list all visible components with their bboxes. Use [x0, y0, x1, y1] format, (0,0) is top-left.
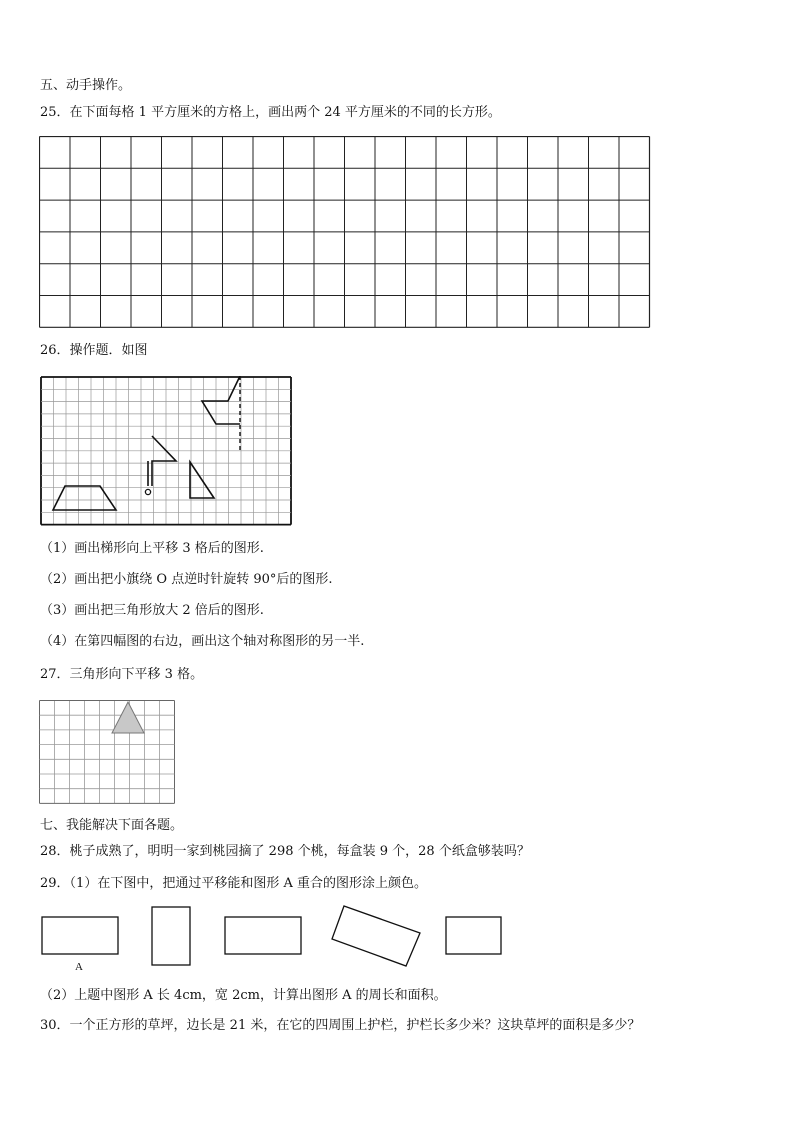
small-rectangle — [446, 917, 501, 954]
point-o — [145, 489, 150, 494]
section-title-5: 五、动手操作。 — [40, 78, 132, 93]
gray-triangle — [112, 702, 144, 733]
point-o-label: O — [150, 504, 151, 505]
q29-shapes — [38, 903, 508, 975]
question-29-part2: （2）上题中图形 A 长 4cm，宽 2cm，计算出图形 A 的周长和面积。 — [40, 988, 447, 1003]
flag-shape — [148, 436, 176, 486]
section-title-7: 七、我能解决下面各题。 — [40, 818, 184, 833]
q26-task-4: （4）在第四幅图的右边，画出这个轴对称图形的另一半. — [40, 634, 365, 649]
question-27: 27．三角形向下平移 3 格。 — [40, 667, 204, 682]
question-25: 25．在下面每格 1 平方厘米的方格上，画出两个 24 平方厘米的不同的长方形。 — [40, 105, 501, 120]
question-26-title: 26．操作题．如图 — [40, 343, 148, 358]
question-30: 30．一个正方形的草坪，边长是 21 米，在它的四周围上护栏，护栏长多少米？这块草坪的面积是多少？ — [40, 1018, 641, 1033]
question-28: 28．桃子成熟了，明明一家到桃园摘了 298 个桃，每盒装 9 个，28 个纸盒够装吗？ — [40, 844, 530, 859]
tilted-rectangle — [332, 906, 420, 966]
question-29-part1: 29．（1）在下图中，把通过平移能和图形 A 重合的图形涂上颜色。 — [40, 876, 427, 891]
vertical-rectangle — [152, 907, 190, 965]
q25-square-grid — [39, 136, 652, 329]
shape-a-rectangle — [42, 917, 118, 954]
q26-task-3: （3）画出把三角形放大 2 倍后的图形. — [40, 603, 264, 618]
q27-grid — [40, 701, 175, 804]
horizontal-rectangle — [225, 917, 301, 954]
q26-task-1: （1）画出梯形向上平移 3 格后的图形. — [40, 541, 264, 556]
half-symmetric-shape — [202, 376, 240, 424]
right-triangle-shape — [190, 462, 214, 498]
trapezoid-shape — [53, 486, 116, 510]
q26-task-2: （2）画出把小旗绕 O 点逆时针旋转 90°后的图形. — [40, 572, 333, 587]
shape-a-label: A — [75, 961, 83, 973]
q27-figure — [39, 700, 176, 804]
q26-figure — [40, 376, 292, 526]
